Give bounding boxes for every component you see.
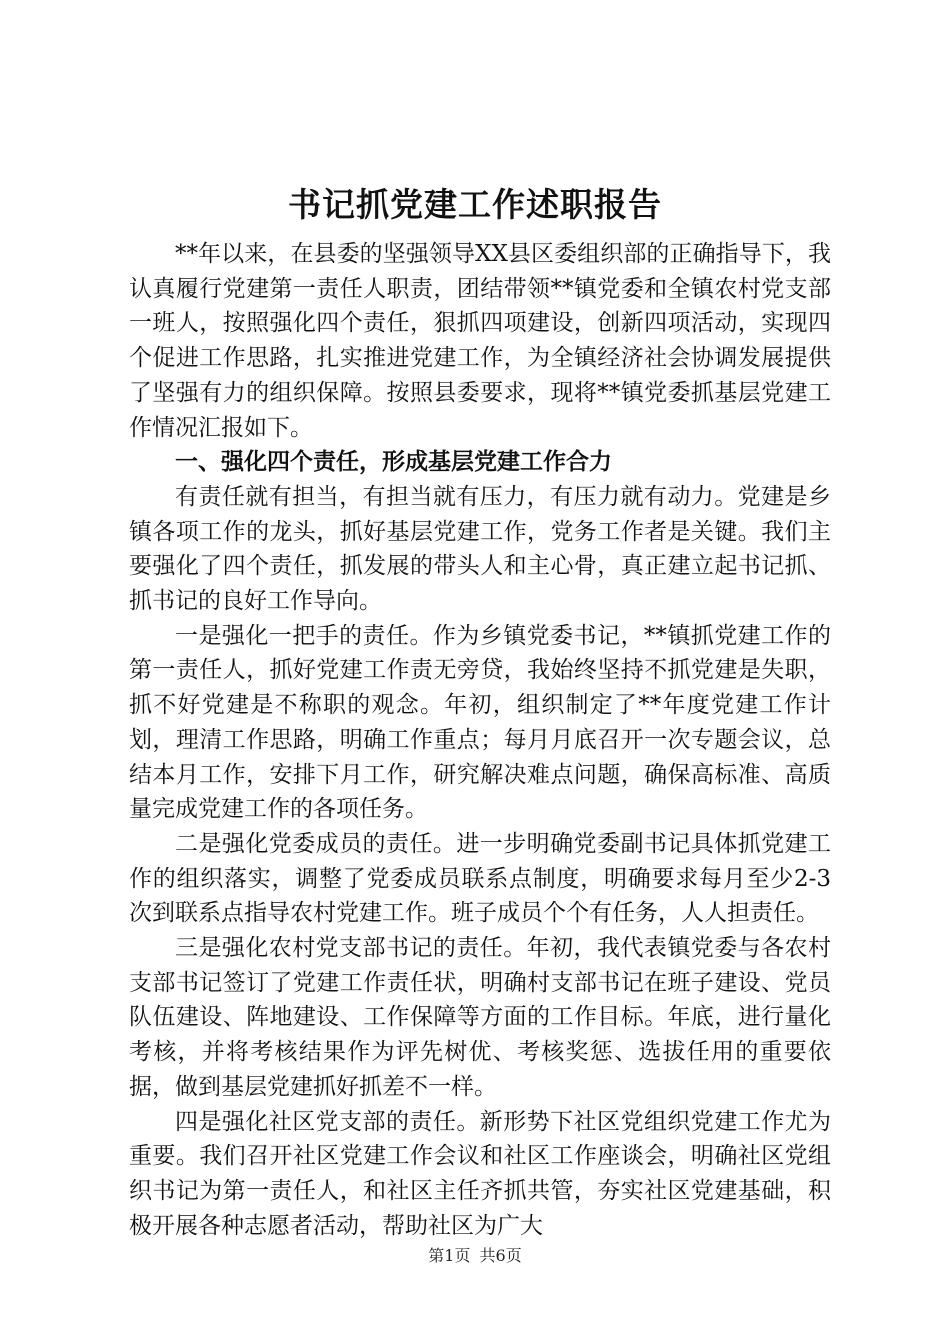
page-total: 共6页 xyxy=(479,1246,522,1265)
paragraph-point-one: 一是强化一把手的责任。作为乡镇党委书记，**镇抓党建工作的第一责任人，抓好党建工作责无旁贷，我始终坚持不抓党建是失职，抓不好党建是不称职的观念。年初，组织制定了**年度党建工作计划，理清工作思路，明确工作重点；每月月底召开一次专题会议，总结本月工作，安排下月工作，研究解决难点问题，确保高标准、高质量完成党建工作的各项任务。 xyxy=(129,622,831,823)
paragraph-point-two: 二是强化党委成员的责任。进一步明确党委副书记具体抓党建工作的组织落实，调整了党委成员联系点制度，明确要求每月至少2-3次到联系点指导农村党建工作。班子成员个个有任务，人人担责任。 xyxy=(129,830,831,927)
paragraph-intro: **年以来，在县委的坚强领导XX县区委组织部的正确指导下，我认真履行党建第一责任人职责，团结带领**镇党委和全镇农村党支部一班人，按照强化四个责任，狠抓四项建设，创新四项活动，实现四个促进工作思路，扎实推进党建工作，为全镇经济社会协调发展提供了坚强有力的组织保障。按照县委要求，现将**镇党委抓基层党建工作情况汇报如下。 xyxy=(129,241,831,441)
section-heading-1: 一、强化四个责任，形成基层党建工作合力 xyxy=(175,448,612,476)
document-title: 书记抓党建工作述职报告 xyxy=(288,185,662,224)
document-body xyxy=(129,237,831,1243)
paragraph-point-three: 三是强化农村党支部书记的责任。年初，我代表镇党委与各农村支部书记签订了党建工作责任状，明确村支部书记在班子建设、党员队伍建设、阵地建设、工作保障等方面的工作目标。年底，进行量化考核，并将考核结果作为评先树优、考核奖惩、选拔任用的重要依据，做到基层党建抓好抓差不一样。 xyxy=(129,935,831,1100)
page-number: 第1页 xyxy=(428,1246,471,1265)
page-footer xyxy=(0,1245,950,1267)
paragraph-point-four: 四是强化社区党支部的责任。新形势下社区党组织党建工作尤为重要。我们召开社区党建工作会议和社区工作座谈会，明确社区党组织书记为第一责任人，和社区主任齐抓共管，夯实社区党建基础，积极开展各种志愿者活动，帮助社区为广大 xyxy=(129,1108,831,1239)
paragraph-responsibility-overview: 有责任就有担当，有担当就有压力，有压力就有动力。党建是乡镇各项工作的龙头，抓好基层党建工作，党务工作者是关键。我们主要强化了四个责任，抓发展的带头人和主心骨，真正建立起书记抓、抓书记的良好工作导向。 xyxy=(129,483,831,615)
